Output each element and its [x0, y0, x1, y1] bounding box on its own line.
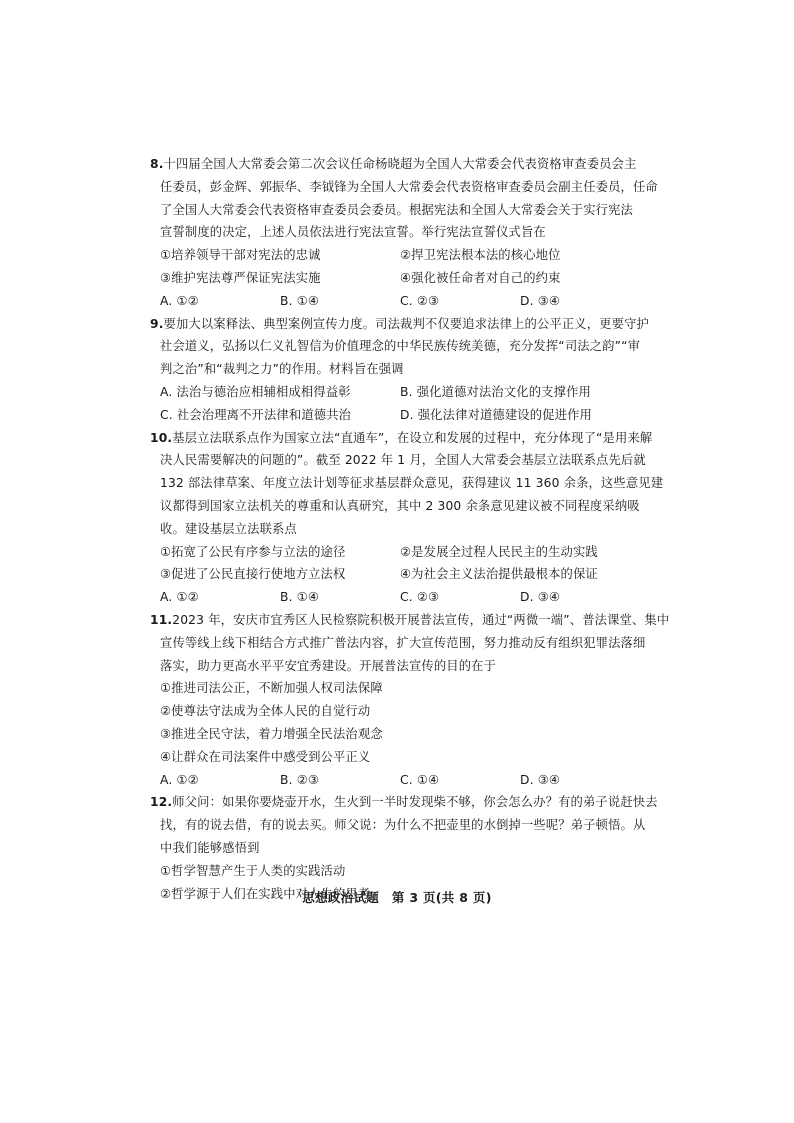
option-b: B. ①④: [280, 590, 320, 605]
option-b: B. ②③: [280, 772, 320, 787]
question-number: 10.: [150, 430, 173, 445]
question-10-stem-line: 议都得到国家立法机关的尊重和认真研究，其中 2 300 余条意见建议被不同程度采纳吸: [160, 498, 640, 513]
option-row: [160, 586, 640, 609]
question-number: 9.: [150, 316, 164, 331]
question-10: [150, 427, 664, 609]
option-d: D. ③④: [520, 293, 561, 308]
statement: ②使尊法守法成为全体人民的自觉行动: [160, 704, 371, 719]
option-a: A. ①②: [160, 293, 199, 308]
question-9-stem-line: 社会道义，弘扬以仁义礼智信为价值理念的中华民族传统美德，充分发挥“司法之韵”“审: [160, 339, 641, 354]
statement: ④为社会主义法治提供最根本的保证: [400, 567, 598, 582]
statement: ②哲学源于人们在实践中对人生的思考: [160, 886, 371, 901]
question-10-stem-line: 10.基层立法联系点作为国家立法“直通车”，在设立和发展的过程中，充分体现了“是用来解: [150, 430, 653, 445]
statement: ④让群众在司法案件中感受到公平正义: [160, 749, 371, 764]
question-9: [150, 313, 649, 427]
statement-row: [160, 563, 640, 586]
statement-row: [160, 267, 640, 290]
statement: ③推进全民守法，着力增强全民法治观念: [160, 726, 383, 741]
option-b: B. 强化道德对法治文化的支撑作用: [400, 384, 591, 399]
question-11: [150, 609, 670, 791]
statement-row: [160, 244, 640, 267]
option-d: D. 强化法律对道德建设的促进作用: [400, 407, 592, 422]
option-row: [160, 381, 640, 404]
question-8-stem-line: 任委员，彭金辉、郭振华、李钺锋为全国人大常委会代表资格审查委员会副主任委员，任命: [160, 179, 658, 194]
option-d: D. ③④: [520, 590, 561, 605]
option-row: [160, 290, 640, 313]
statement: ①培养领导干部对宪法的忠诚: [160, 248, 321, 263]
option-a: A. ①②: [160, 772, 199, 787]
question-8-stem-line: 8.十四届全国人大常委会第二次会议任命杨晓超为全国人大常委会代表资格审查委员会主: [150, 157, 637, 171]
question-10-stem-line: 收。建设基层立法联系点: [160, 521, 297, 536]
statement-row: [160, 541, 640, 564]
statement: ①推进司法公正，不断加强人权司法保障: [160, 681, 383, 696]
statement: ④强化被任命者对自己的约束: [400, 270, 561, 285]
option-c: C. ②③: [400, 590, 440, 605]
question-8-stem-line: 了全国人大常委会代表资格审查委员会委员。根据宪法和全国人大常委会关于实行宪法: [160, 202, 633, 217]
option-c: C. ②③: [400, 293, 440, 308]
statement: ①拓宽了公民有序参与立法的途径: [160, 544, 346, 559]
statement: ②捍卫宪法根本法的核心地位: [400, 248, 561, 263]
option-c: C. ①④: [400, 772, 440, 787]
option-c: C. 社会治理离不开法律和道德共治: [160, 407, 352, 422]
question-11-stem-line: 落实，助力更高水平平安宜秀建设。开展普法宣传的目的在于: [160, 658, 497, 673]
statement: ②是发展全过程人民民主的生动实践: [400, 544, 598, 559]
question-12-stem-line: 中我们能够感悟到: [160, 840, 260, 855]
option-row: [160, 769, 640, 792]
question-8-stem-line: 宣誓制度的决定，上述人员依法进行宪法宣誓。举行宪法宣誓仪式旨在: [160, 225, 546, 240]
option-d: D. ③④: [520, 772, 561, 787]
question-12-stem-line: 找，有的说去借，有的说去买。师父说：为什么不把壶里的水倒掉一些呢？弟子顿悟。从: [160, 818, 646, 833]
question-10-stem-line: 决人民需要解决的问题的”。截至 2022 年 1 月，全国人大常委会基层立法联系点先后就: [160, 453, 646, 468]
question-9-stem-line: 判之治”和“裁判之力”的作用。材料旨在强调: [160, 362, 404, 377]
option-a: A. 法治与德治应相辅相成相得益彰: [160, 384, 351, 399]
question-list: [150, 153, 670, 905]
page-footer: 思想政治试题 第 3 页(共 8 页): [302, 890, 492, 905]
question-12-stem-line: 12.师父问：如果你要烧壶开水，生火到一半时发现柴不够，你会怎么办？有的弟子说赶快去: [150, 795, 658, 810]
question-9-stem-line: 9.要加大以案释法、典型案例宣传力度。司法裁判不仅要追求法律上的公平正义，更要守护: [150, 316, 649, 331]
question-number: 11.: [150, 612, 173, 627]
statement: ①哲学智慧产生于人类的实践活动: [160, 863, 346, 878]
statement: ③维护宪法尊严保证宪法实施: [160, 270, 321, 285]
option-a: A. ①②: [160, 590, 199, 605]
option-row: [160, 404, 640, 427]
statement: ③促进了公民直接行使地方立法权: [160, 567, 346, 582]
question-number: 12.: [150, 795, 173, 810]
question-8: [150, 153, 658, 313]
question-number: 8.: [150, 157, 164, 171]
question-11-stem-line: 11.2023 年，安庆市宜秀区人民检察院积极开展普法宣传，通过“两微一端”、普法课堂、集中: [150, 612, 670, 627]
question-10-stem-line: 132 部法律草案、年度立法计划等征求基层群众意见，获得建议 11 360 余条，这些意见建: [160, 476, 664, 491]
question-11-stem-line: 宣传等线上线下相结合方式推广普法内容，扩大宣传范围，努力推动反有组织犯罪法落细: [160, 635, 646, 650]
option-b: B. ①④: [280, 293, 320, 308]
